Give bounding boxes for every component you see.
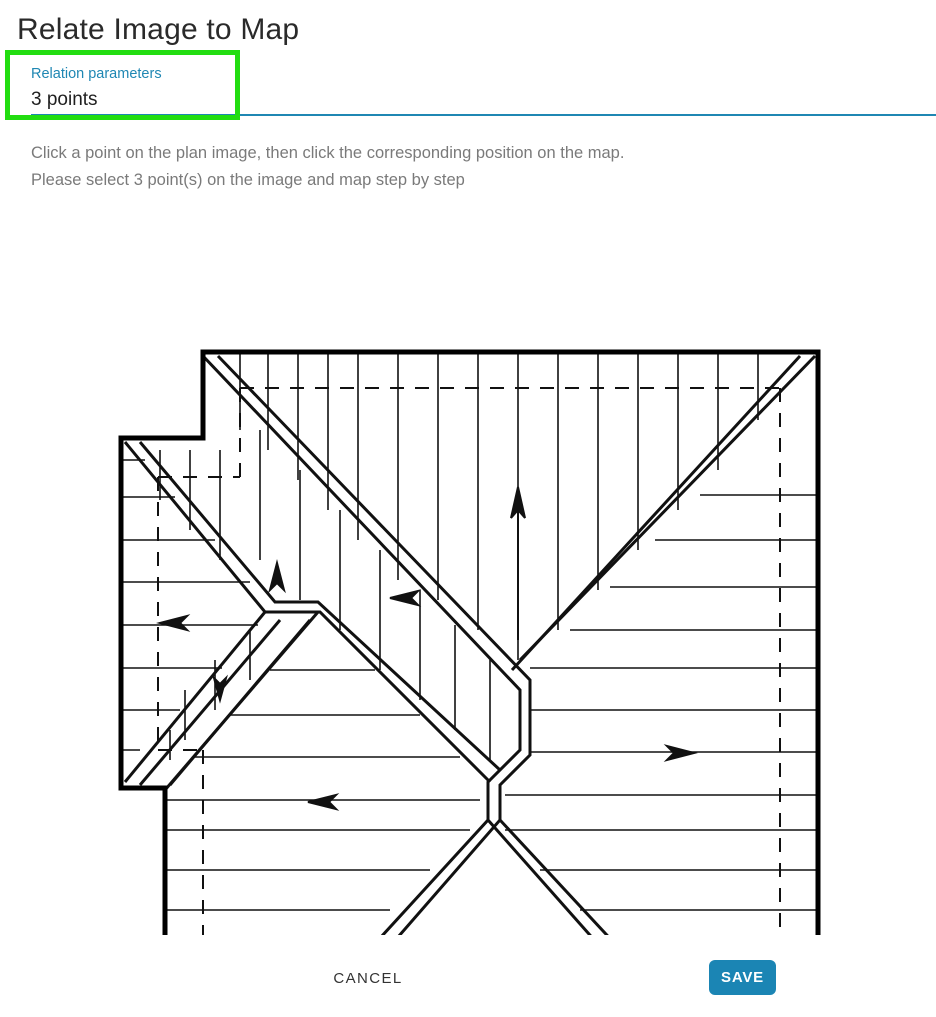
relation-parameters-value[interactable]: 3 points xyxy=(31,89,98,110)
cancel-button[interactable]: CANCEL xyxy=(320,960,416,996)
instructions xyxy=(31,140,624,194)
slope-arrows xyxy=(160,487,694,809)
dialog-title: Relate Image to Map xyxy=(17,13,300,46)
roof-hatching xyxy=(121,352,818,910)
select-underline xyxy=(31,114,936,116)
plan-image[interactable] xyxy=(0,200,936,935)
instruction-line-2: Please select 3 point(s) on the image and map step by step xyxy=(31,171,465,189)
roof-ridges xyxy=(125,356,815,935)
instruction-line-1: Click a point on the plan image, then click the corresponding position on the map. xyxy=(31,144,625,162)
roof-plan-drawing[interactable] xyxy=(0,200,936,935)
relation-parameters-select[interactable] xyxy=(31,60,936,116)
dialog-footer xyxy=(0,935,936,1017)
relation-parameters-label: Relation parameters xyxy=(31,66,162,82)
save-button[interactable]: SAVE xyxy=(709,960,776,995)
wall-lines xyxy=(158,388,780,935)
roof-outline xyxy=(121,352,818,935)
